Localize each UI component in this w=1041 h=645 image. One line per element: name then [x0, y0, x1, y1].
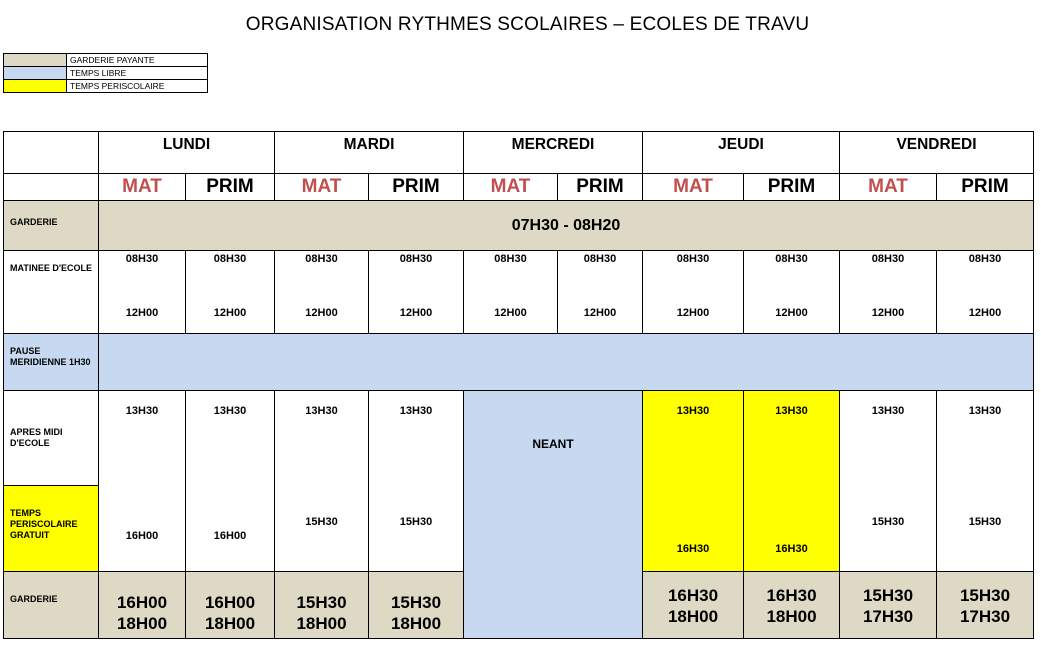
garderie-soir-jeudi-mat	[642, 571, 744, 639]
evening-end: 18H00	[116, 614, 168, 633]
evening-start: 15H30	[862, 586, 914, 605]
afternoon-start: 13H30	[775, 405, 808, 417]
afternoon-end: 15H30	[968, 516, 1002, 528]
matinee-start: 08H30	[676, 253, 710, 265]
matinee-vendredi-mat	[839, 250, 937, 334]
mercredi-neant-block	[463, 390, 643, 639]
matinee-mardi-prim	[368, 250, 464, 334]
afternoon-start: 13H30	[871, 405, 905, 417]
row-label-pause: PAUSE MERIDIENNE 1H30	[3, 333, 99, 391]
legend-label-temps-libre: TEMPS LIBRE	[67, 67, 208, 80]
garderie-soir-lundi-mat	[98, 571, 186, 639]
matinee-end: 12H00	[213, 307, 247, 319]
mercredi-mat-header: MAT	[463, 173, 558, 201]
matinee-lundi-prim	[185, 250, 275, 334]
evening-end: 18H00	[667, 607, 719, 626]
row-label-matinee: MATINEE D'ECOLE	[3, 250, 99, 334]
matinee-mercredi-mat	[463, 250, 558, 334]
row-label-periscolaire: TEMPS PERISCOLAIRE GRATUIT	[3, 485, 99, 572]
apres-midi-mardi-mat	[274, 390, 369, 572]
vendredi-prim-header: PRIM	[936, 173, 1034, 201]
matinee-end: 12H00	[775, 307, 808, 319]
afternoon-end: 16H30	[775, 543, 808, 555]
matinee-end: 12H00	[494, 307, 527, 319]
legend-label-periscolaire: TEMPS PERISCOLAIRE	[67, 80, 208, 93]
subheader-corner	[3, 173, 99, 201]
legend-swatch-temps-libre	[4, 67, 67, 80]
matinee-end: 12H00	[676, 307, 710, 319]
afternoon-start: 13H30	[676, 405, 710, 417]
matinee-start: 08H30	[968, 253, 1002, 265]
matinee-mardi-mat	[274, 250, 369, 334]
garderie-soir-vendredi-mat	[839, 571, 937, 639]
matinee-start: 08H30	[775, 253, 808, 265]
mercredi-neant-label: NEANT	[532, 437, 574, 451]
evening-start: 16H30	[766, 586, 817, 605]
matinee-start: 08H30	[494, 253, 527, 265]
matinee-end: 12H00	[399, 307, 433, 319]
legend-swatch-periscolaire	[4, 80, 67, 93]
evening-end: 17H30	[862, 607, 914, 626]
matinee-end: 12H00	[871, 307, 905, 319]
afternoon-end: 16H00	[125, 530, 159, 542]
row-label-garderie-matin: GARDERIE	[3, 200, 99, 251]
matinee-start: 08H30	[583, 253, 617, 265]
mardi-prim-header: PRIM	[368, 173, 464, 201]
afternoon-end: 16H00	[213, 530, 247, 542]
apres-midi-mardi-prim	[368, 390, 464, 572]
matinee-start: 08H30	[125, 253, 159, 265]
legend	[3, 53, 208, 93]
legend-label-garderie: GARDERIE PAYANTE	[67, 54, 208, 67]
mardi-mat-header: MAT	[274, 173, 369, 201]
evening-start: 16H30	[667, 586, 719, 605]
day-mardi: MARDI	[274, 131, 464, 174]
matinee-jeudi-prim	[743, 250, 840, 334]
afternoon-end: 15H30	[399, 516, 433, 528]
matinee-start: 08H30	[213, 253, 247, 265]
matinee-lundi-mat	[98, 250, 186, 334]
matinee-end: 12H00	[968, 307, 1002, 319]
row-label-garderie-soir: GARDERIE	[3, 571, 99, 639]
afternoon-start: 13H30	[305, 405, 338, 417]
matinee-mercredi-prim	[557, 250, 643, 334]
apres-midi-lundi-prim	[185, 390, 275, 572]
apres-midi-jeudi-mat	[642, 390, 744, 572]
evening-start: 16H00	[116, 593, 168, 612]
garderie-soir-mardi-prim	[368, 571, 464, 639]
garderie-soir-vendredi-prim	[936, 571, 1034, 639]
evening-end: 18H00	[296, 614, 347, 633]
legend-item-temps-libre	[4, 67, 208, 80]
evening-end: 18H00	[390, 614, 442, 633]
page-title: ORGANISATION RYTHMES SCOLAIRES – ECOLES DE TRAVU	[245, 14, 810, 35]
matinee-start: 08H30	[399, 253, 433, 265]
matinee-vendredi-prim	[936, 250, 1034, 334]
evening-start: 15H30	[296, 593, 347, 612]
vendredi-mat-header: MAT	[839, 173, 937, 201]
evening-end: 18H00	[204, 614, 256, 633]
apres-midi-vendredi-prim	[936, 390, 1034, 572]
matinee-end: 12H00	[125, 307, 159, 319]
mercredi-prim-header: PRIM	[557, 173, 643, 201]
lundi-prim-header: PRIM	[185, 173, 275, 201]
evening-start: 15H30	[959, 586, 1011, 605]
apres-midi-jeudi-prim	[743, 390, 840, 572]
garderie-soir-jeudi-prim	[743, 571, 840, 639]
garderie-soir-mardi-mat	[274, 571, 369, 639]
day-mercredi: MERCREDI	[463, 131, 643, 174]
row-label-apres-midi: APRES MIDI D'ECOLE	[3, 390, 99, 486]
matinee-start: 08H30	[305, 253, 338, 265]
matinee-end: 12H00	[583, 307, 617, 319]
evening-start: 16H00	[204, 593, 256, 612]
legend-swatch-garderie	[4, 54, 67, 67]
jeudi-prim-header: PRIM	[743, 173, 840, 201]
legend-item-garderie	[4, 54, 208, 67]
evening-end: 17H30	[959, 607, 1011, 626]
afternoon-end: 15H30	[871, 516, 905, 528]
legend-item-periscolaire	[4, 80, 208, 93]
afternoon-end: 16H30	[676, 543, 710, 555]
afternoon-start: 13H30	[213, 405, 247, 417]
afternoon-start: 13H30	[125, 405, 159, 417]
matinee-end: 12H00	[305, 307, 338, 319]
garderie-soir-lundi-prim	[185, 571, 275, 639]
evening-start: 15H30	[390, 593, 442, 612]
afternoon-end: 15H30	[305, 516, 338, 528]
matinee-jeudi-mat	[642, 250, 744, 334]
evening-end: 18H00	[766, 607, 817, 626]
day-lundi: LUNDI	[98, 131, 275, 174]
day-jeudi: JEUDI	[642, 131, 840, 174]
apres-midi-lundi-mat	[98, 390, 186, 572]
afternoon-start: 13H30	[968, 405, 1002, 417]
matinee-start: 08H30	[871, 253, 905, 265]
jeudi-mat-header: MAT	[642, 173, 744, 201]
pause-meridienne-band	[98, 333, 1034, 391]
lundi-mat-header: MAT	[98, 173, 186, 201]
garderie-matin-time: 07H30 - 08H20	[98, 200, 1034, 251]
day-vendredi: VENDREDI	[839, 131, 1034, 174]
afternoon-start: 13H30	[399, 405, 433, 417]
apres-midi-vendredi-mat	[839, 390, 937, 572]
header-corner	[3, 131, 99, 174]
